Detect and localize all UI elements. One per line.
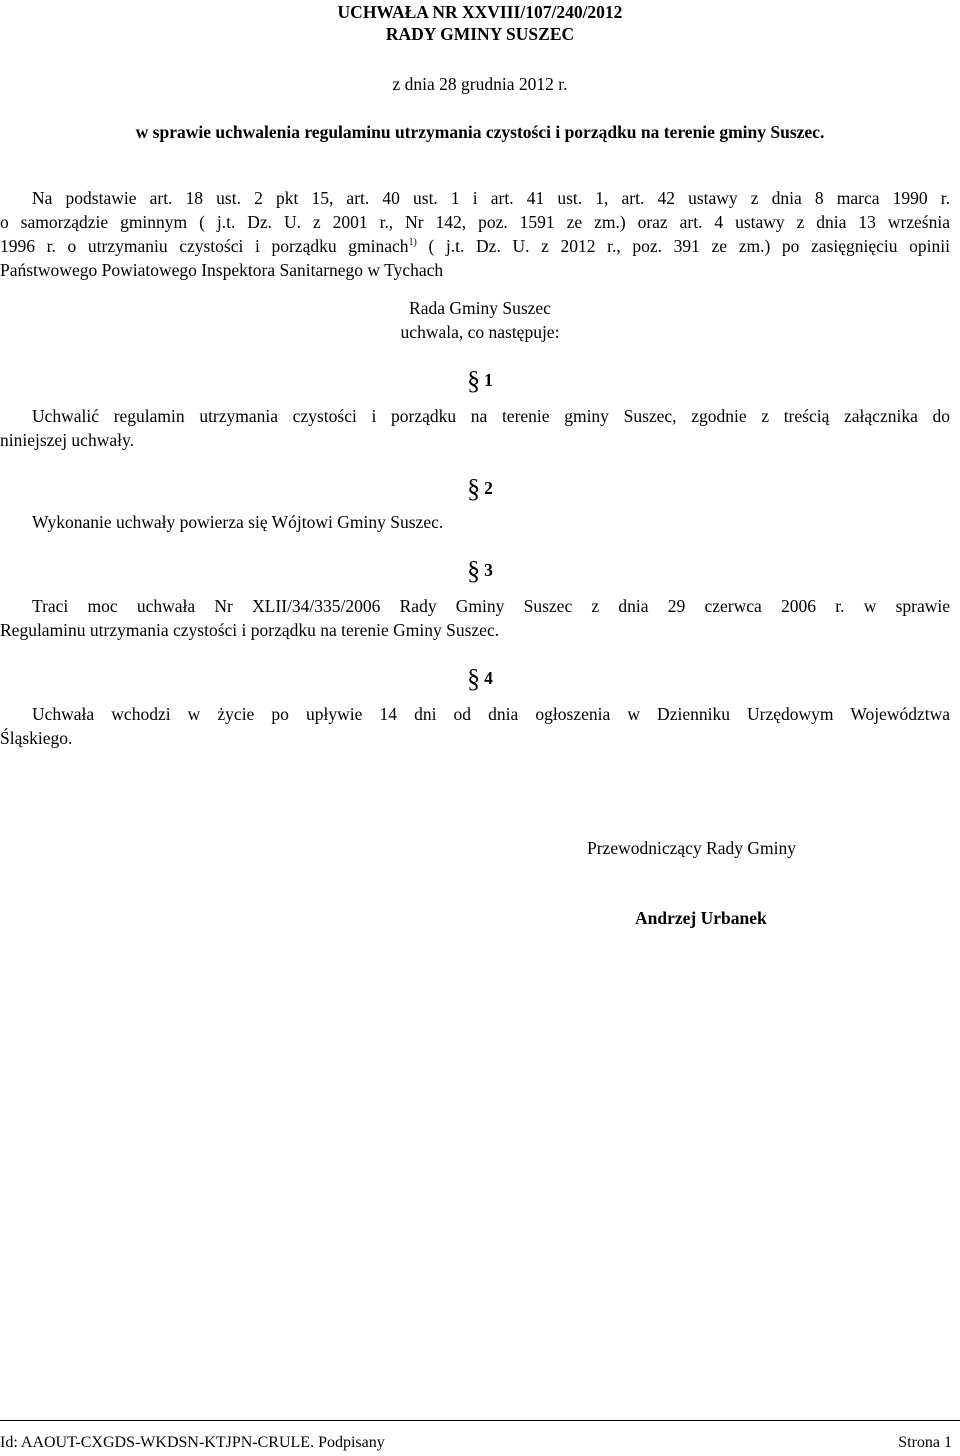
preamble-line: Państwowego Powiatowego Inspektora Sanitarnego w Tychach <box>0 260 444 280</box>
section-body-2 <box>0 510 950 534</box>
footer-divider <box>0 1420 960 1421</box>
section-number: 1 <box>484 370 493 390</box>
section-number: 4 <box>484 668 493 688</box>
preamble-line: o samorządzie gminnym ( j.t. Dz. U. z 2001 r., Nr 142, poz. 1591 ze zm.) oraz art. 4 ustawy z dnia 13 września <box>0 212 950 232</box>
section-heading-4 <box>460 666 500 691</box>
document-id: Id: AAOUT-CXGDS-WKDSN-KTJPN-CRULE. Podpisany <box>0 1434 385 1451</box>
page-number: Strona 1 <box>898 1434 952 1451</box>
section-body-3 <box>0 594 950 642</box>
preamble <box>0 186 950 282</box>
document-date: z dnia 28 grudnia 2012 r. <box>392 74 568 94</box>
section-line: Wykonanie uchwały powierza się Wójtowi Gminy Suszec. <box>32 512 444 532</box>
section-line: niniejszej uchwały. <box>0 430 134 450</box>
section-number: 2 <box>484 478 493 498</box>
section-line: Regulaminu utrzymania czystości i porządku na terenie Gminy Suszec. <box>0 620 500 640</box>
council-name: Rada Gminy Suszec <box>409 298 551 318</box>
section-number: 3 <box>484 560 493 580</box>
section-symbol: § <box>467 366 481 395</box>
section-heading-1 <box>460 368 500 393</box>
preamble-line <box>0 234 950 258</box>
section-heading-3 <box>460 558 500 583</box>
document-issuer: RADY GMINY SUSZEC <box>385 24 575 44</box>
section-line: Uchwalić regulamin utrzymania czystości i porządku na terenie gminy Suszec, zgodnie z treścią załącznika do <box>32 406 950 426</box>
preamble-line: Na podstawie art. 18 ust. 2 pkt 15, art. 40 ust. 1 i art. 41 ust. 1, art. 42 ustawy z dnia 8 marca 1990 r. <box>32 188 950 208</box>
preamble-line3-part1: 1996 r. o utrzymaniu czystości i porządku gminach <box>0 236 409 256</box>
signature-name: Andrzej Urbanek <box>635 908 767 928</box>
section-line: Traci moc uchwała Nr XLII/34/335/2006 Rady Gminy Suszec z dnia 29 czerwca 2006 r. w sprawie <box>32 596 950 616</box>
footnote-marker: 1) <box>408 237 417 249</box>
section-symbol: § <box>467 664 481 693</box>
preamble-line3-part2: ( j.t. Dz. U. z 2012 r., poz. 391 ze zm.) po zasięgnięciu opinii <box>416 236 950 256</box>
section-body-4 <box>0 702 950 750</box>
resolves-text: uchwala, co następuje: <box>400 322 560 342</box>
section-symbol: § <box>467 556 481 585</box>
section-line: Uchwała wchodzi w życie po upływie 14 dni od dnia ogłoszenia w Dzienniku Urzędowym Województwa <box>32 704 950 724</box>
section-symbol: § <box>467 474 481 503</box>
section-heading-2 <box>460 476 500 501</box>
section-line: Śląskiego. <box>0 728 73 748</box>
section-body-1 <box>0 404 950 452</box>
document-title: UCHWAŁA NR XXVIII/107/240/2012 <box>337 2 623 22</box>
signature-role: Przewodniczący Rady Gminy <box>587 838 796 858</box>
document-subject: w sprawie uchwalenia regulaminu utrzymania czystości i porządku na terenie gminy Suszec. <box>135 122 825 142</box>
